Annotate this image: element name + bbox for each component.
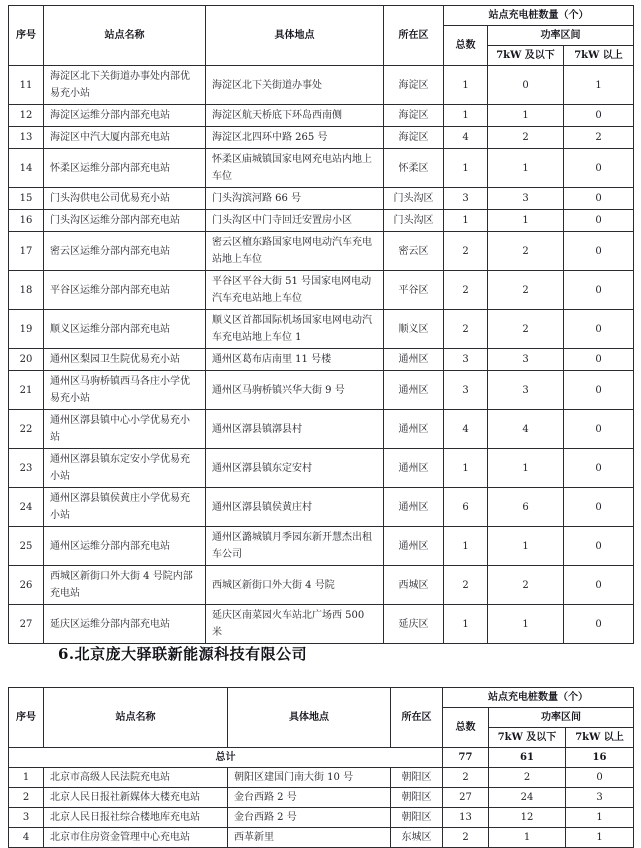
cell-total: 6 <box>444 488 488 527</box>
cell-low: 2 <box>488 566 564 605</box>
cell-district: 通州区 <box>384 371 444 410</box>
table-row <box>9 605 634 644</box>
cell-total: 2 <box>444 566 488 605</box>
cell-high: 1 <box>564 66 634 105</box>
cell-address: 密云区檀东路国家电网电动汽车充电站地上车位 <box>206 232 384 271</box>
cell-high: 0 <box>564 488 634 527</box>
cell-address: 海淀区北下关街道办事处 <box>206 66 384 105</box>
cell-seq: 15 <box>9 188 44 210</box>
cell-low: 2 <box>488 232 564 271</box>
header-power-range: 功率区间 <box>488 26 634 46</box>
table-row <box>9 271 634 310</box>
header-address: 具体地点 <box>228 688 391 748</box>
cell-low: 12 <box>489 808 566 828</box>
cell-seq: 11 <box>9 66 44 105</box>
header-power-low: 7kW 及以下 <box>488 46 564 66</box>
cell-seq: 19 <box>9 310 44 349</box>
cell-district: 朝阳区 <box>391 768 443 788</box>
table-2-header <box>9 688 634 748</box>
cell-address: 朝阳区建国门南大街 10 号 <box>228 768 391 788</box>
cell-seq: 3 <box>9 808 44 828</box>
table-row <box>9 127 634 149</box>
cell-address: 通州区漷县镇漷县村 <box>206 410 384 449</box>
table-1-header <box>9 6 634 66</box>
table-row <box>9 566 634 605</box>
cell-district: 通州区 <box>384 527 444 566</box>
total-row-label: 总计 <box>9 748 443 768</box>
cell-address: 延庆区南菜园火车站北广场西 500 米 <box>206 605 384 644</box>
cell-district: 朝阳区 <box>391 788 443 808</box>
table-row <box>9 105 634 127</box>
cell-address: 通州区马驹桥镇兴华大街 9 号 <box>206 371 384 410</box>
cell-total: 1 <box>444 605 488 644</box>
total-row <box>9 748 634 768</box>
cell-name: 通州区漷县镇侯黄庄小学优易充小站 <box>44 488 206 527</box>
cell-high: 0 <box>564 527 634 566</box>
cell-low: 3 <box>488 349 564 371</box>
cell-total: 13 <box>443 808 489 828</box>
header-station-name: 站点名称 <box>44 6 206 66</box>
table-row <box>9 449 634 488</box>
cell-name: 海淀区北下关街道办事处内部优易充小站 <box>44 66 206 105</box>
cell-district: 东城区 <box>391 828 443 848</box>
cell-address: 门头沟区中门寺回迁安置房小区 <box>206 210 384 232</box>
cell-high: 1 <box>566 828 634 848</box>
cell-seq: 14 <box>9 149 44 188</box>
table-row <box>9 828 634 848</box>
cell-low: 3 <box>488 371 564 410</box>
total-row-total: 77 <box>443 748 489 768</box>
header-power-high: 7kW 以上 <box>564 46 634 66</box>
cell-seq: 2 <box>9 788 44 808</box>
cell-seq: 27 <box>9 605 44 644</box>
cell-address: 通州区漷县镇侯黄庄村 <box>206 488 384 527</box>
cell-seq: 23 <box>9 449 44 488</box>
header-power-high: 7kW 以上 <box>566 728 634 748</box>
cell-high: 0 <box>564 271 634 310</box>
cell-total: 3 <box>444 188 488 210</box>
table-row <box>9 527 634 566</box>
cell-address: 通州区漷县镇东定安村 <box>206 449 384 488</box>
cell-low: 3 <box>488 188 564 210</box>
cell-high: 3 <box>566 788 634 808</box>
table-row <box>9 210 634 232</box>
cell-high: 2 <box>564 127 634 149</box>
cell-name: 北京人民日报社新媒体大楼充电站 <box>44 788 228 808</box>
cell-low: 4 <box>488 410 564 449</box>
cell-district: 西城区 <box>384 566 444 605</box>
cell-district: 怀柔区 <box>384 149 444 188</box>
header-seq: 序号 <box>9 688 44 748</box>
cell-seq: 20 <box>9 349 44 371</box>
cell-high: 0 <box>564 449 634 488</box>
cell-seq: 17 <box>9 232 44 271</box>
cell-low: 6 <box>488 488 564 527</box>
cell-address: 门头沟滨河路 66 号 <box>206 188 384 210</box>
cell-name: 门头沟区运维分部内部充电站 <box>44 210 206 232</box>
table-row <box>9 188 634 210</box>
cell-seq: 21 <box>9 371 44 410</box>
cell-seq: 1 <box>9 768 44 788</box>
cell-low: 1 <box>488 210 564 232</box>
cell-total: 2 <box>444 271 488 310</box>
header-total: 总数 <box>443 708 489 748</box>
header-count-group: 站点充电桩数量（个） <box>444 6 634 26</box>
cell-seq: 24 <box>9 488 44 527</box>
table-row <box>9 232 634 271</box>
table-row <box>9 788 634 808</box>
cell-district: 朝阳区 <box>391 808 443 828</box>
total-row-high: 16 <box>566 748 634 768</box>
cell-high: 0 <box>564 566 634 605</box>
cell-total: 1 <box>444 149 488 188</box>
charging-stations-table-1 <box>8 5 634 644</box>
cell-seq: 25 <box>9 527 44 566</box>
cell-district: 密云区 <box>384 232 444 271</box>
cell-seq: 18 <box>9 271 44 310</box>
cell-name: 北京人民日报社综合楼地库充电站 <box>44 808 228 828</box>
cell-low: 1 <box>488 527 564 566</box>
cell-district: 延庆区 <box>384 605 444 644</box>
cell-address: 通州区葛布店南里 11 号楼 <box>206 349 384 371</box>
cell-address: 怀柔区庙城镇国家电网充电站内地上车位 <box>206 149 384 188</box>
cell-high: 0 <box>564 371 634 410</box>
cell-high: 0 <box>564 410 634 449</box>
header-count-group: 站点充电桩数量（个） <box>443 688 634 708</box>
cell-name: 通州区马驹桥镇西马各庄小学优易充小站 <box>44 371 206 410</box>
cell-low: 2 <box>488 310 564 349</box>
cell-total: 2 <box>443 828 489 848</box>
cell-high: 0 <box>564 349 634 371</box>
cell-address: 金台西路 2 号 <box>228 788 391 808</box>
cell-address: 顺义区首都国际机场国家电网电动汽车充电站地上车位 1 <box>206 310 384 349</box>
cell-total: 3 <box>444 349 488 371</box>
cell-high: 1 <box>566 808 634 828</box>
cell-low: 1 <box>488 605 564 644</box>
cell-low: 1 <box>488 449 564 488</box>
cell-low: 2 <box>489 768 566 788</box>
cell-high: 0 <box>564 188 634 210</box>
table-row <box>9 310 634 349</box>
cell-address: 平谷区平谷大街 51 号国家电网电动汽车充电站地上车位 <box>206 271 384 310</box>
cell-name: 通州区梨园卫生院优易充小站 <box>44 349 206 371</box>
table-row <box>9 66 634 105</box>
cell-total: 4 <box>444 410 488 449</box>
cell-seq: 26 <box>9 566 44 605</box>
cell-high: 0 <box>564 149 634 188</box>
cell-name: 西城区新街口外大街 4 号院内部充电站 <box>44 566 206 605</box>
cell-low: 2 <box>488 127 564 149</box>
cell-seq: 12 <box>9 105 44 127</box>
table-row <box>9 149 634 188</box>
table-row <box>9 371 634 410</box>
cell-name: 通州区漷县镇中心小学优易充小站 <box>44 410 206 449</box>
cell-low: 1 <box>488 105 564 127</box>
cell-district: 海淀区 <box>384 66 444 105</box>
cell-seq: 22 <box>9 410 44 449</box>
cell-total: 1 <box>444 210 488 232</box>
cell-name: 通州区漷县镇东定安小学优易充小站 <box>44 449 206 488</box>
cell-seq: 13 <box>9 127 44 149</box>
cell-total: 1 <box>444 66 488 105</box>
header-seq: 序号 <box>9 6 44 66</box>
cell-high: 0 <box>564 232 634 271</box>
cell-district: 门头沟区 <box>384 210 444 232</box>
cell-district: 平谷区 <box>384 271 444 310</box>
cell-address: 西城区新街口外大街 4 号院 <box>206 566 384 605</box>
cell-total: 1 <box>444 527 488 566</box>
cell-low: 24 <box>489 788 566 808</box>
cell-name: 密云区运维分部内部充电站 <box>44 232 206 271</box>
cell-total: 2 <box>444 310 488 349</box>
charging-stations-table-2 <box>8 687 634 848</box>
cell-high: 0 <box>566 768 634 788</box>
cell-district: 通州区 <box>384 488 444 527</box>
cell-name: 北京市住房资金管理中心充电站 <box>44 828 228 848</box>
cell-name: 海淀区中汽大厦内部充电站 <box>44 127 206 149</box>
cell-seq: 16 <box>9 210 44 232</box>
cell-high: 0 <box>564 210 634 232</box>
total-row-low: 61 <box>489 748 566 768</box>
table-row <box>9 410 634 449</box>
header-power-range: 功率区间 <box>489 708 634 728</box>
cell-total: 2 <box>443 768 489 788</box>
cell-name: 顺义区运维分部内部充电站 <box>44 310 206 349</box>
cell-name: 海淀区运维分部内部充电站 <box>44 105 206 127</box>
cell-address: 海淀区北四环中路 265 号 <box>206 127 384 149</box>
table-row <box>9 488 634 527</box>
cell-district: 通州区 <box>384 349 444 371</box>
table-row <box>9 349 634 371</box>
cell-total: 1 <box>444 105 488 127</box>
cell-address: 通州区潞城镇月季园东新开慧杰出租车公司 <box>206 527 384 566</box>
cell-district: 顺义区 <box>384 310 444 349</box>
cell-total: 3 <box>444 371 488 410</box>
cell-total: 27 <box>443 788 489 808</box>
cell-district: 通州区 <box>384 410 444 449</box>
cell-address: 西革新里 <box>228 828 391 848</box>
cell-low: 1 <box>488 149 564 188</box>
table-row <box>9 768 634 788</box>
header-address: 具体地点 <box>206 6 384 66</box>
cell-total: 4 <box>444 127 488 149</box>
section-heading: 6.北京庞大驿联新能源科技有限公司 <box>58 645 308 663</box>
cell-high: 0 <box>564 605 634 644</box>
cell-total: 1 <box>444 449 488 488</box>
table-row <box>9 808 634 828</box>
cell-low: 0 <box>488 66 564 105</box>
cell-district: 海淀区 <box>384 105 444 127</box>
cell-address: 海淀区航天桥底下环岛西南侧 <box>206 105 384 127</box>
cell-district: 通州区 <box>384 449 444 488</box>
header-district: 所在区 <box>384 6 444 66</box>
cell-name: 平谷区运维分部内部充电站 <box>44 271 206 310</box>
cell-name: 通州区运维分部内部充电站 <box>44 527 206 566</box>
cell-name: 北京市高级人民法院充电站 <box>44 768 228 788</box>
cell-district: 海淀区 <box>384 127 444 149</box>
cell-name: 门头沟供电公司优易充小站 <box>44 188 206 210</box>
cell-low: 1 <box>489 828 566 848</box>
cell-district: 门头沟区 <box>384 188 444 210</box>
header-power-low: 7kW 及以下 <box>489 728 566 748</box>
header-total: 总数 <box>444 26 488 66</box>
header-station-name: 站点名称 <box>44 688 228 748</box>
cell-name: 延庆区运维分部内部充电站 <box>44 605 206 644</box>
cell-address: 金台西路 2 号 <box>228 808 391 828</box>
cell-high: 0 <box>564 310 634 349</box>
cell-total: 2 <box>444 232 488 271</box>
header-district: 所在区 <box>391 688 443 748</box>
cell-high: 0 <box>564 105 634 127</box>
cell-low: 2 <box>488 271 564 310</box>
cell-name: 怀柔区运维分部内部充电站 <box>44 149 206 188</box>
cell-seq: 4 <box>9 828 44 848</box>
